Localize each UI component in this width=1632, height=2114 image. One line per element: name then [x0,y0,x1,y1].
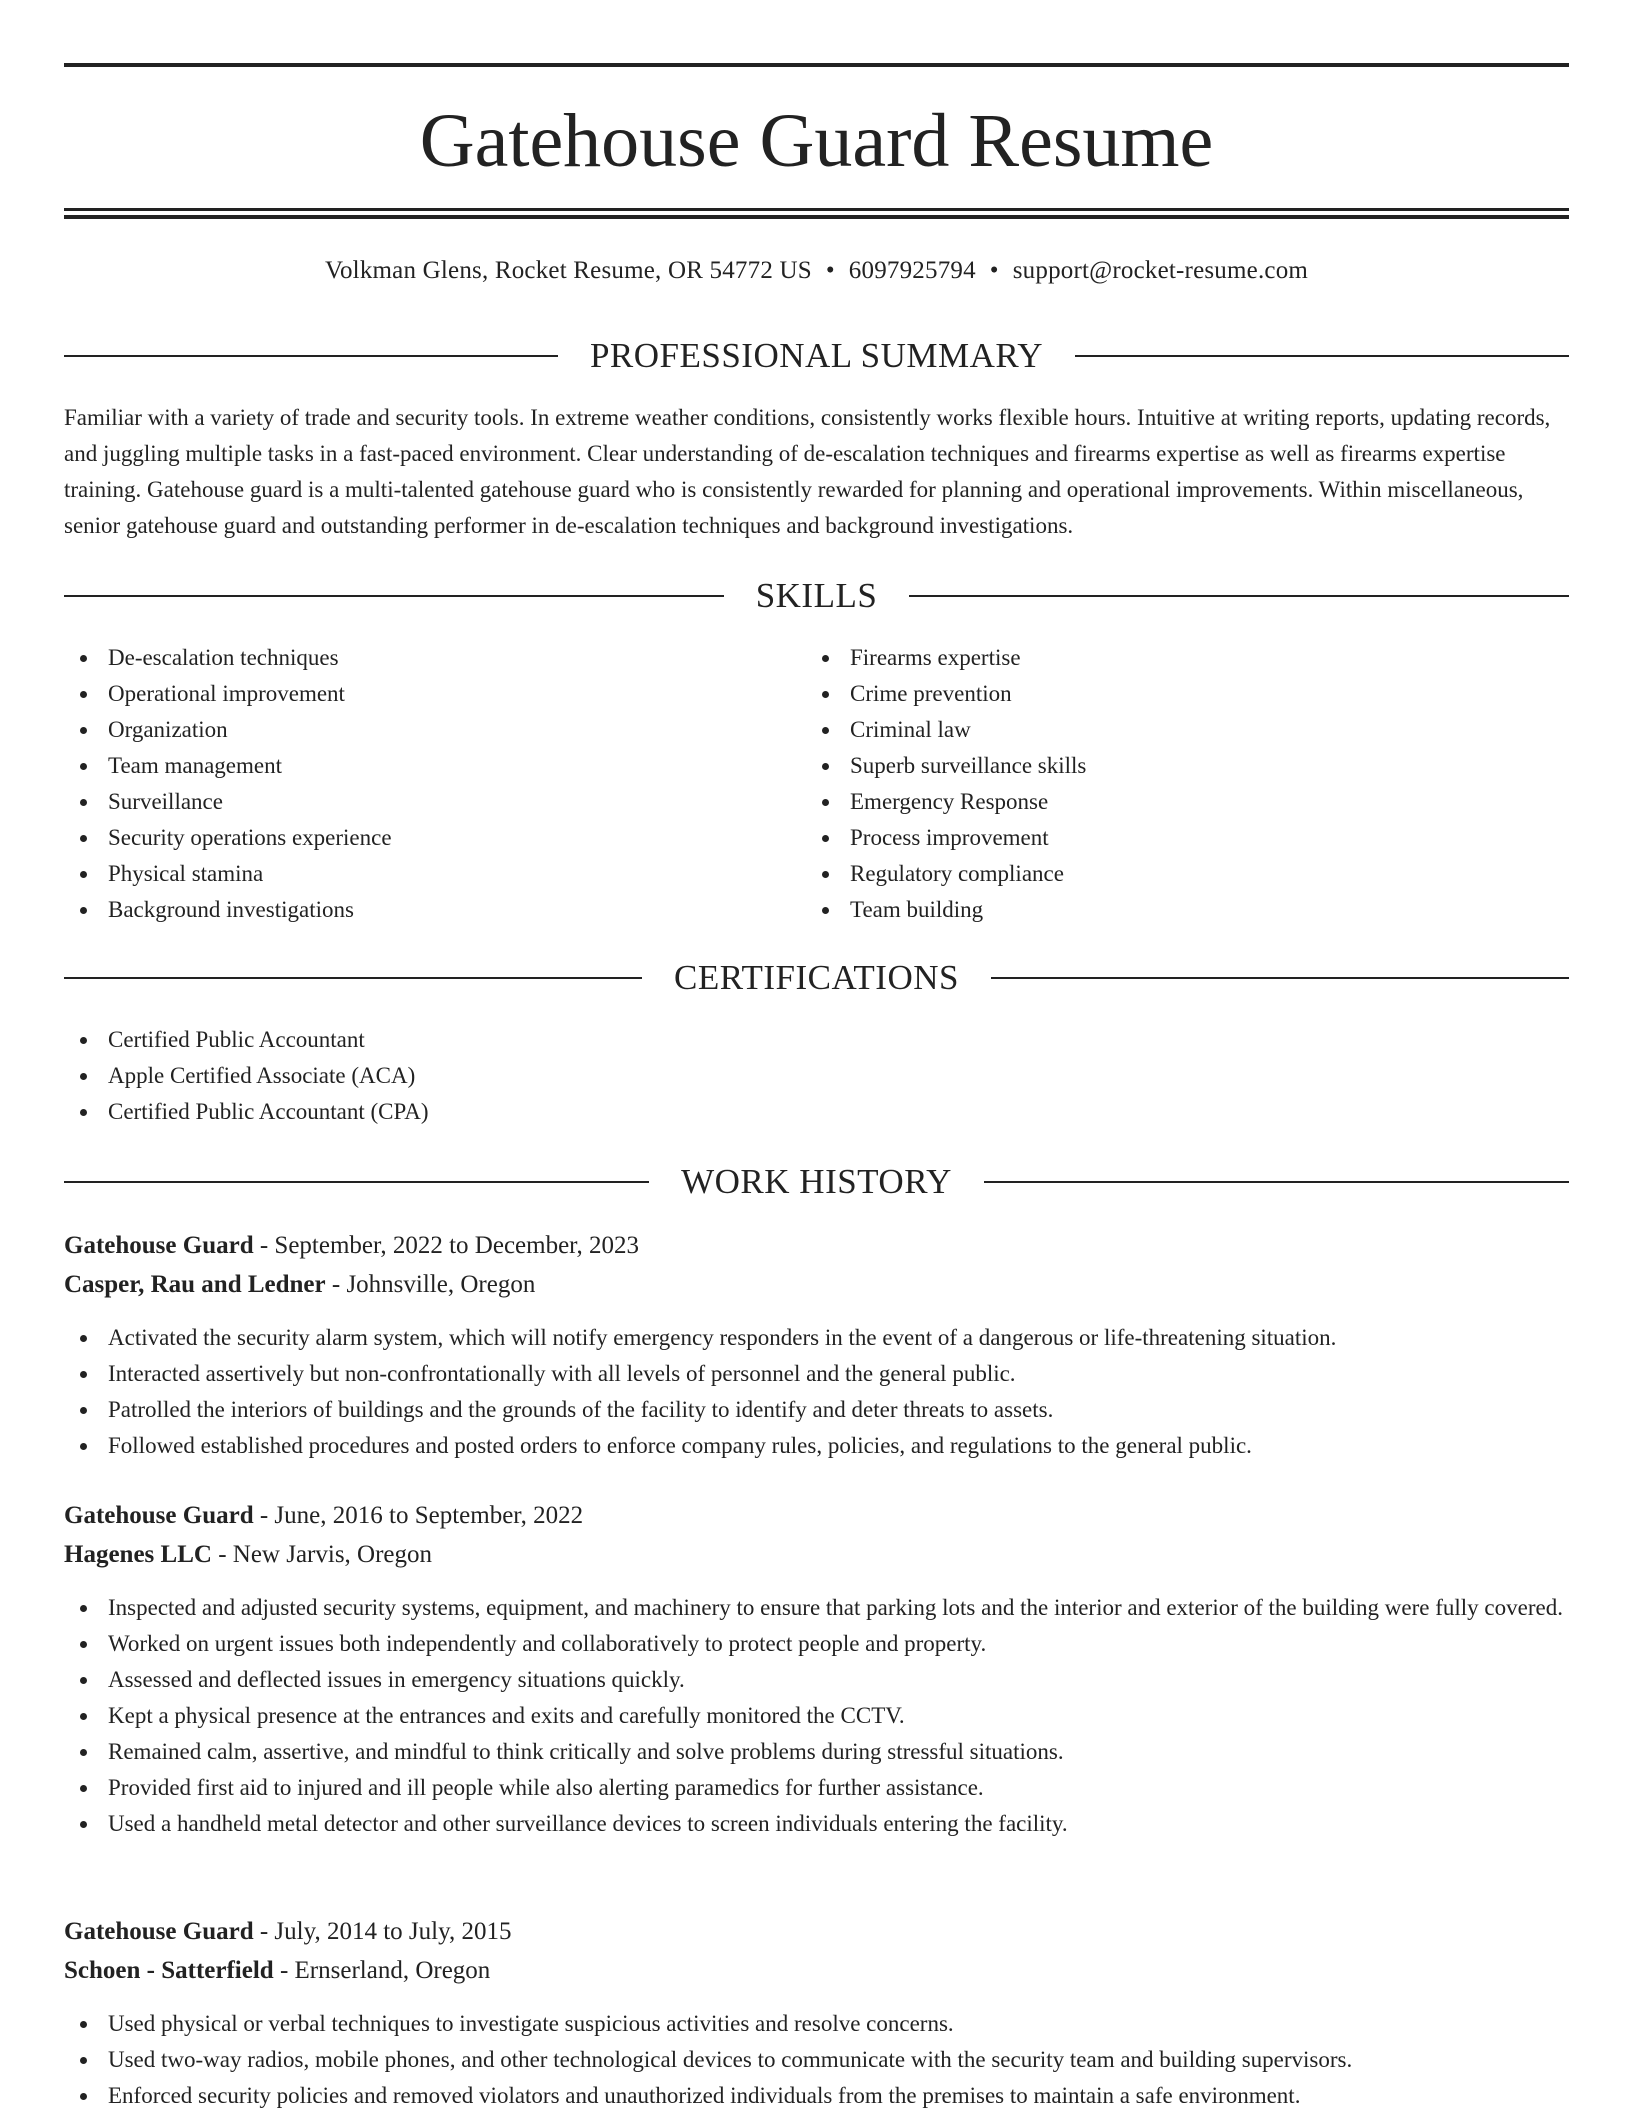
job-dates: - July, 2014 to July, 2015 [253,1918,512,1945]
job-duty-item: Used a handheld metal detector and other surveillance devices to screen individuals entering the facility. [64,1806,1569,1842]
resume-title: Gatehouse Guard Resume [419,99,1214,183]
skill-item: Team building [806,892,1506,928]
skill-item: Security operations experience [64,820,764,856]
job-title: Gatehouse Guard [64,1232,254,1259]
skill-item: Firearms expertise [806,640,1506,676]
section-rule [1075,355,1569,357]
skill-item: Superb surveillance skills [806,748,1506,784]
job-duty-item: Kept a physical presence at the entrances and exits and carefully monitored the CCTV. [64,1698,1569,1734]
contact-separator: • [989,257,999,284]
section-rule [984,1181,1569,1183]
job-duty-item: Followed established procedures and posted orders to enforce company rules, policies, and regulations to the general public. [64,1428,1569,1464]
job-company: Schoen - Satterfield [64,1957,274,1984]
top-rule [64,63,1569,67]
job-company-line [64,1265,1569,1304]
title-double-rule-upper [64,208,1569,211]
job-duty-item: Enforced security policies and removed violators and unauthorized individuals from the premises to maintain a safe environment. [64,2078,1569,2114]
section-header-certifications [64,956,1569,1000]
job-duty-item: Used two-way radios, mobile phones, and other technological devices to communicate with the security team and building supervisors. [64,2042,1569,2078]
section-rule [64,595,724,597]
job-location: - Johnsville, Oregon [325,1271,536,1298]
summary-paragraph: Familiar with a variety of trade and security tools. In extreme weather conditions, consistently works flexible hours. Intuitive at writing reports, updating records, and juggling multiple tasks in a fast-paced environment. Clear understanding of de-escalation techniques and firearms expertise as well as firearms expertise training. Gatehouse guard is a multi-talented gatehouse guard who is consistently rewarded for planning and operational improvements. Within miscellaneous, senior gatehouse guard and outstanding performer in de-escalation techniques and background investigations. [64,405,1551,538]
contact-phone: 6097925794 [848,257,976,284]
contact-address: Volkman Glens, Rocket Resume, OR 54772 US [324,257,812,284]
skills-list-left [64,640,764,928]
job-location: - New Jarvis, Oregon [211,1541,433,1568]
section-title: WORK HISTORY [681,1162,952,1201]
job-title-line [64,1912,1569,1951]
title-double-rule-lower [64,215,1569,219]
certification-item: Certified Public Accountant (CPA) [64,1094,1569,1130]
section-title: CERTIFICATIONS [674,958,959,997]
skill-item: Organization [64,712,764,748]
job-company-line [64,1951,1569,1990]
job-entry [64,1226,1569,1464]
job-duties-list [64,1590,1569,1842]
job-title: Gatehouse Guard [64,1918,254,1945]
section-rule [909,595,1569,597]
skill-item: Regulatory compliance [806,856,1506,892]
contact-separator: • [825,257,835,284]
skills-list-right [806,640,1506,928]
job-duty-item: Worked on urgent issues both independently and collaboratively to protect people and property. [64,1626,1569,1662]
section-header-work-history [64,1160,1569,1204]
job-duty-item: Remained calm, assertive, and mindful to think critically and solve problems during stressful situations. [64,1734,1569,1770]
job-location: - Ernserland, Oregon [273,1957,491,1984]
job-company: Casper, Rau and Ledner [64,1271,326,1298]
certification-item: Certified Public Accountant [64,1022,1569,1058]
skill-item: Process improvement [806,820,1506,856]
section-rule [991,977,1569,979]
job-title-line [64,1496,1569,1535]
skill-item: Surveillance [64,784,764,820]
skill-item: Team management [64,748,764,784]
job-duty-item: Activated the security alarm system, which will notify emergency responders in the event of a dangerous or life-threatening situation. [64,1320,1569,1356]
job-entry [64,1496,1569,1842]
job-duty-item: Used physical or verbal techniques to investigate suspicious activities and resolve concerns. [64,2006,1569,2042]
certification-item: Apple Certified Associate (ACA) [64,1058,1569,1094]
certifications-list [64,1022,1569,1130]
job-duty-item: Patrolled the interiors of buildings and the grounds of the facility to identify and deter threats to assets. [64,1392,1569,1428]
job-duties-list [64,2006,1569,2114]
job-title-line [64,1226,1569,1265]
job-duty-item: Inspected and adjusted security systems, equipment, and machinery to ensure that parking lots and the interior and exterior of the building were fully covered. [64,1590,1569,1626]
job-duties-list [64,1320,1569,1464]
section-title: PROFESSIONAL SUMMARY [589,336,1044,375]
skill-item: De-escalation techniques [64,640,764,676]
section-rule [64,1181,649,1183]
section-header-summary [64,334,1569,378]
section-rule [64,355,558,357]
job-dates: - June, 2016 to September, 2022 [253,1502,584,1529]
skill-item: Emergency Response [806,784,1506,820]
contact-line [64,254,1569,288]
skill-item: Background investigations [64,892,764,928]
section-rule [64,977,642,979]
job-dates: - September, 2022 to December, 2023 [253,1232,639,1259]
skill-item: Crime prevention [806,676,1506,712]
skill-item: Operational improvement [64,676,764,712]
skill-item: Criminal law [806,712,1506,748]
job-duty-item: Assessed and deflected issues in emergency situations quickly. [64,1662,1569,1698]
job-company: Hagenes LLC [64,1541,212,1568]
section-title: SKILLS [755,576,878,615]
contact-email: support@rocket-resume.com [1012,257,1309,284]
skill-item: Physical stamina [64,856,764,892]
job-duty-item: Interacted assertively but non-confrontationally with all levels of personnel and the general public. [64,1356,1569,1392]
section-header-skills [64,574,1569,618]
job-company-line [64,1535,1569,1574]
job-duty-item: Provided first aid to injured and ill people while also alerting paramedics for further assistance. [64,1770,1569,1806]
job-title: Gatehouse Guard [64,1502,254,1529]
job-entry [64,1912,1569,2114]
